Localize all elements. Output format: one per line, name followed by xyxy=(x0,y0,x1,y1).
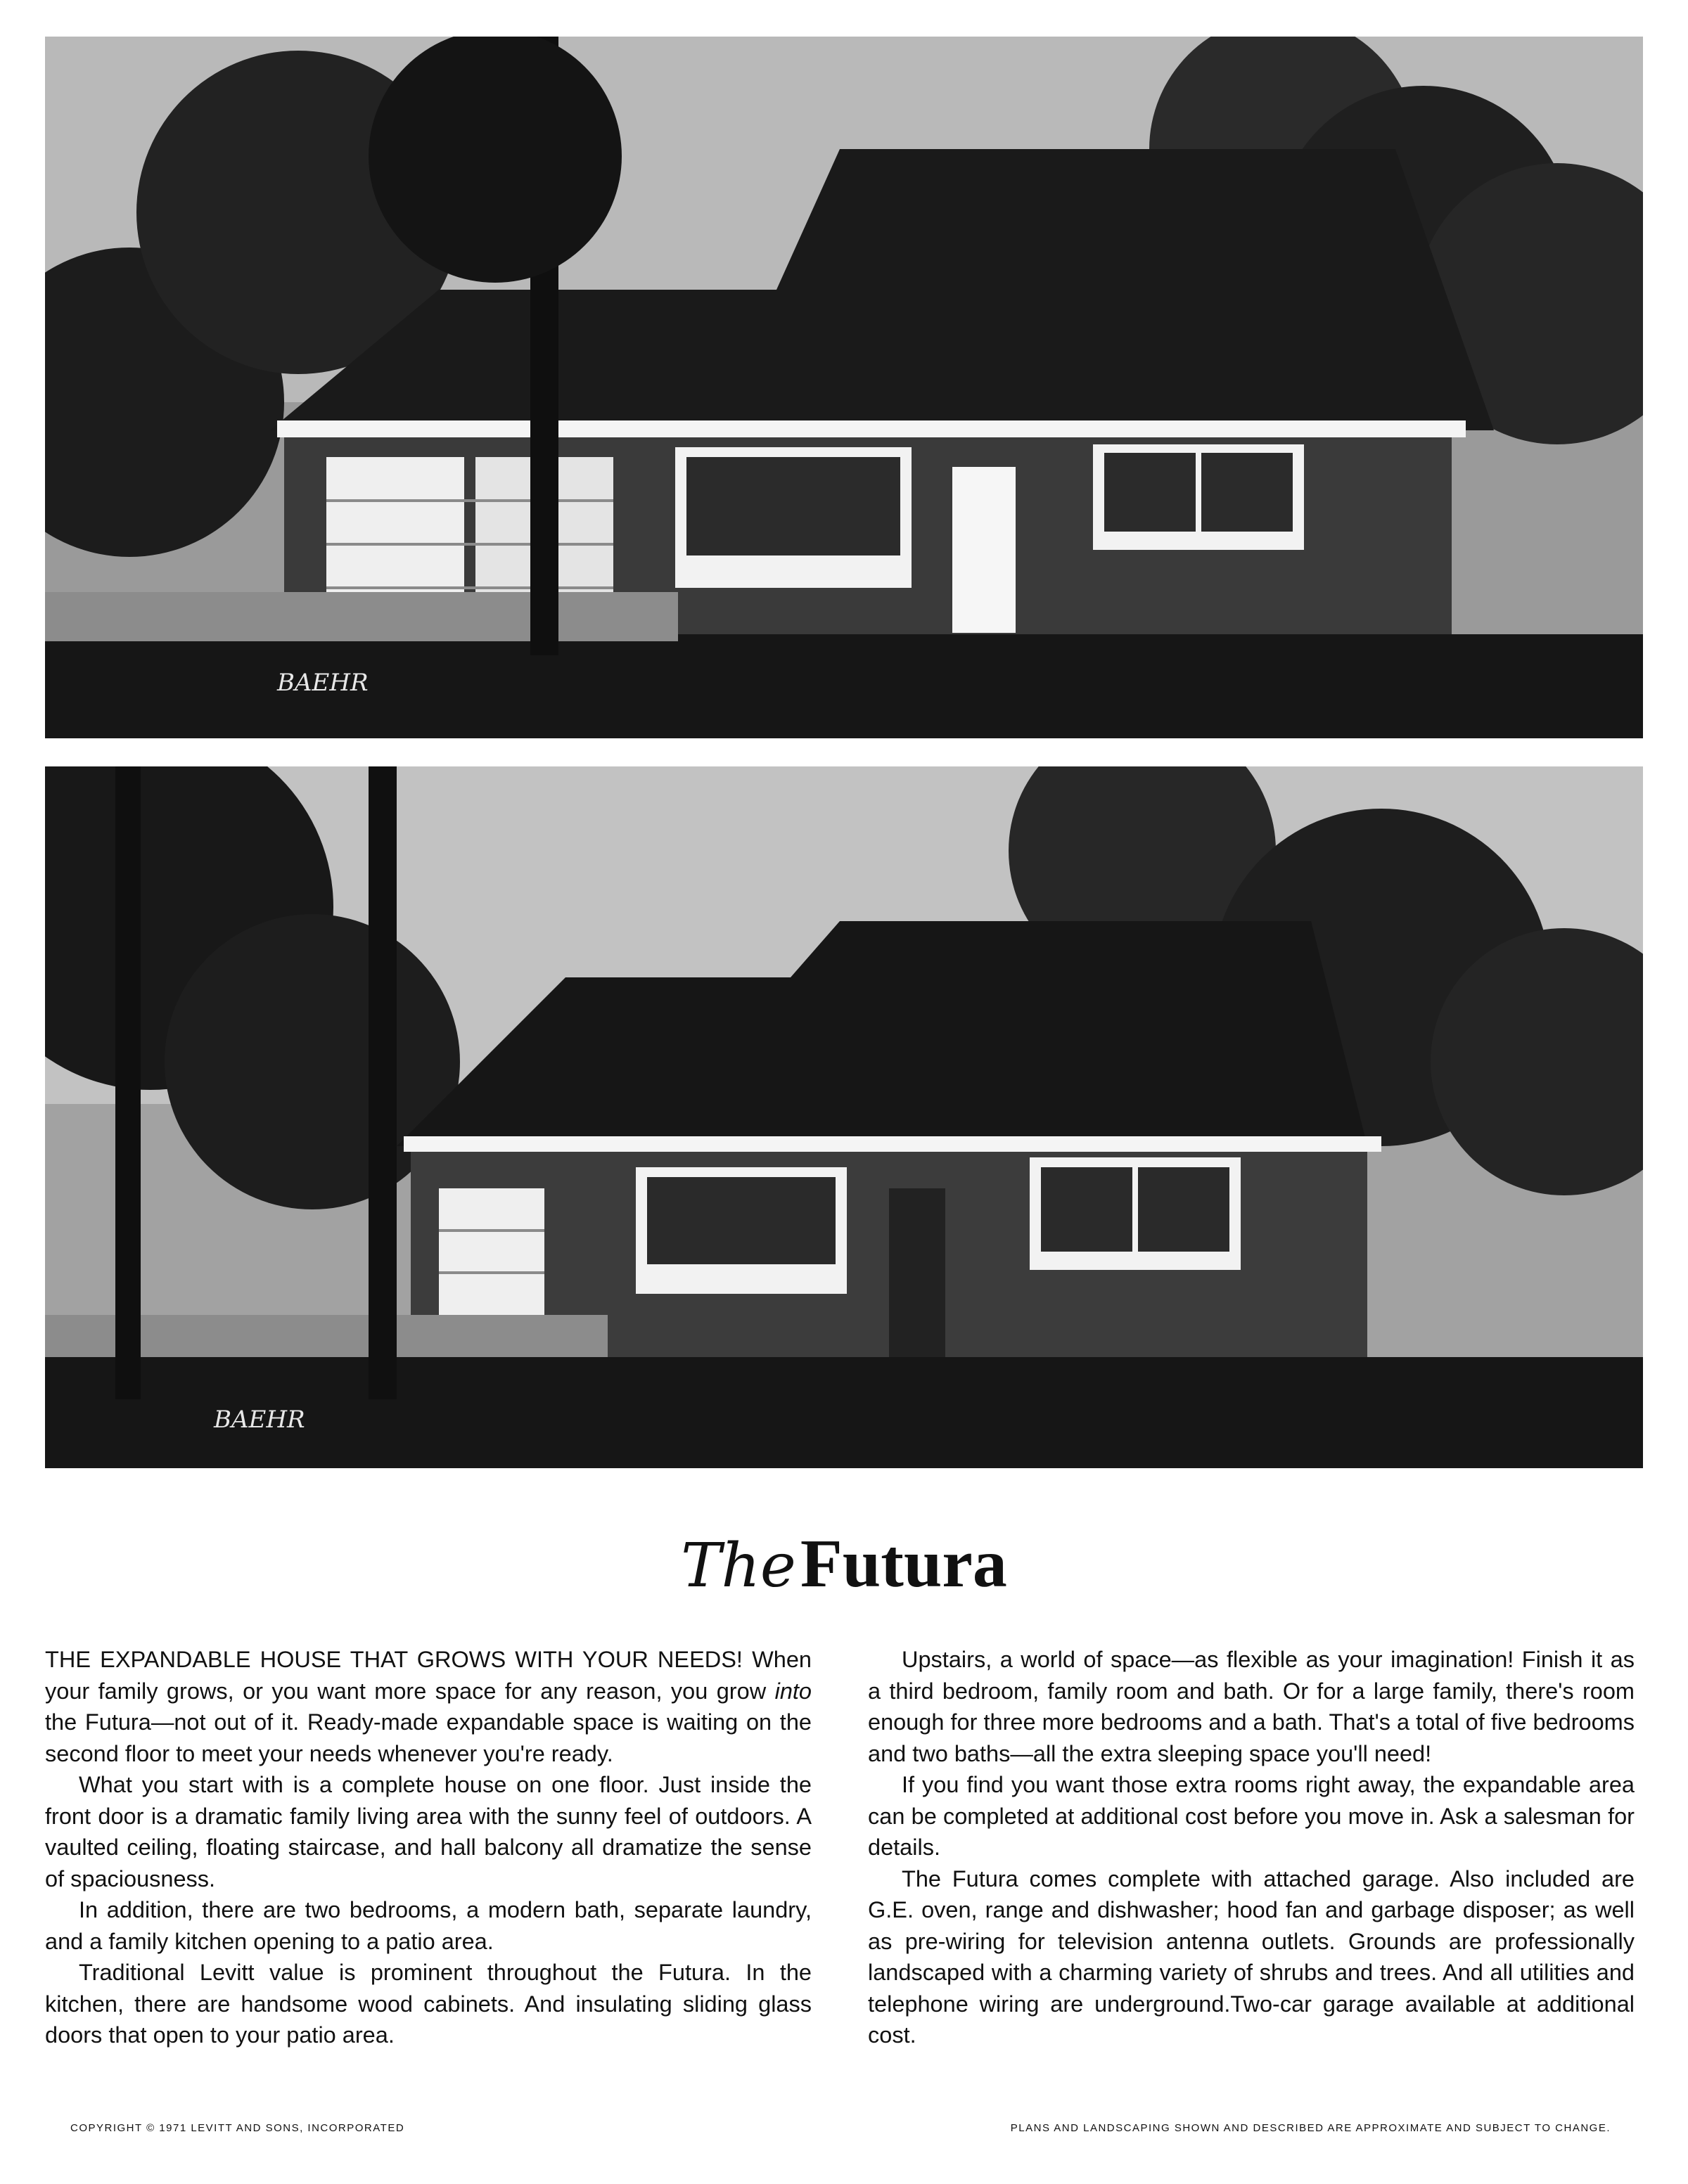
left-column xyxy=(45,1644,812,2051)
house-one-car-garage-image xyxy=(45,766,1643,1468)
right-column xyxy=(868,1644,1635,2051)
disclaimer-notice: PLANS AND LANDSCAPING SHOWN AND DESCRIBED ARE APPROXIMATE AND SUBJECT TO CHANGE. xyxy=(1010,2122,1611,2134)
artist-signature: BAEHR xyxy=(277,669,369,697)
paragraph-addition: In addition, there are two bedrooms, a modern bath, separate laundry, and a family kitchen opening to a patio area. xyxy=(45,1897,812,1954)
illustration-top xyxy=(45,37,1643,738)
intro-text-italic: into xyxy=(774,1678,812,1704)
intro-text-part1: When your family grows, or you want more space for any reason, you grow xyxy=(45,1647,812,1704)
page-title xyxy=(0,1524,1688,1630)
illustration-bottom xyxy=(45,766,1643,1468)
paragraph-upstairs: Upstairs, a world of space—as flexible as your imagination! Finish it as a third bedroom, family room and bath. Or for a large family, there's room enough for three more bedrooms and a bath. That's a total of five bedrooms and two baths—all the extra sleeping space you'll need! xyxy=(868,1647,1635,1766)
title-name: Futura xyxy=(800,1526,1007,1602)
title-prefix: The xyxy=(681,1531,796,1601)
artist-signature: BAEHR xyxy=(214,1406,305,1434)
headline: THE EXPANDABLE HOUSE THAT GROWS WITH YOUR NEEDS! xyxy=(45,1647,743,1672)
paragraph-extra-rooms: If you find you want those extra rooms right away, the expandable area can be completed at additional cost before you move in. Ask a salesman for details. xyxy=(868,1772,1635,1860)
paragraph-start: What you start with is a complete house on one floor. Just inside the front door is a dramatic family living area with the sunny feel of outdoors. A vaulted ceiling, floating staircase, and hall balcony all dramatize the sense of spaciousness. xyxy=(45,1772,812,1891)
intro-text-part2: the Futura—not out of it. Ready-made expandable space is waiting on the second floor to meet your needs whenever you're ready. xyxy=(45,1709,812,1766)
intro-paragraph xyxy=(45,1644,812,1769)
paragraph-value: Traditional Levitt value is prominent throughout the Futura. In the kitchen, there are handsome wood cabinets. And insulating sliding glass doors that open to your patio area. xyxy=(45,1960,812,2048)
paragraph-features: The Futura comes complete with attached garage. Also included are G.E. oven, range and dishwasher; hood fan and garbage disposer; as well as pre-wiring for television antenna outlets. Grounds are professionally landscaped with a charming variety of shrubs and trees. And all utilities and telephone wiring are underground.Two-car garage available at additional cost. xyxy=(868,1865,1635,2048)
copyright-notice: COPYRIGHT © 1971 LEVITT AND SONS, INCORPORATED xyxy=(70,2122,405,2134)
house-two-car-garage-image xyxy=(45,37,1643,738)
